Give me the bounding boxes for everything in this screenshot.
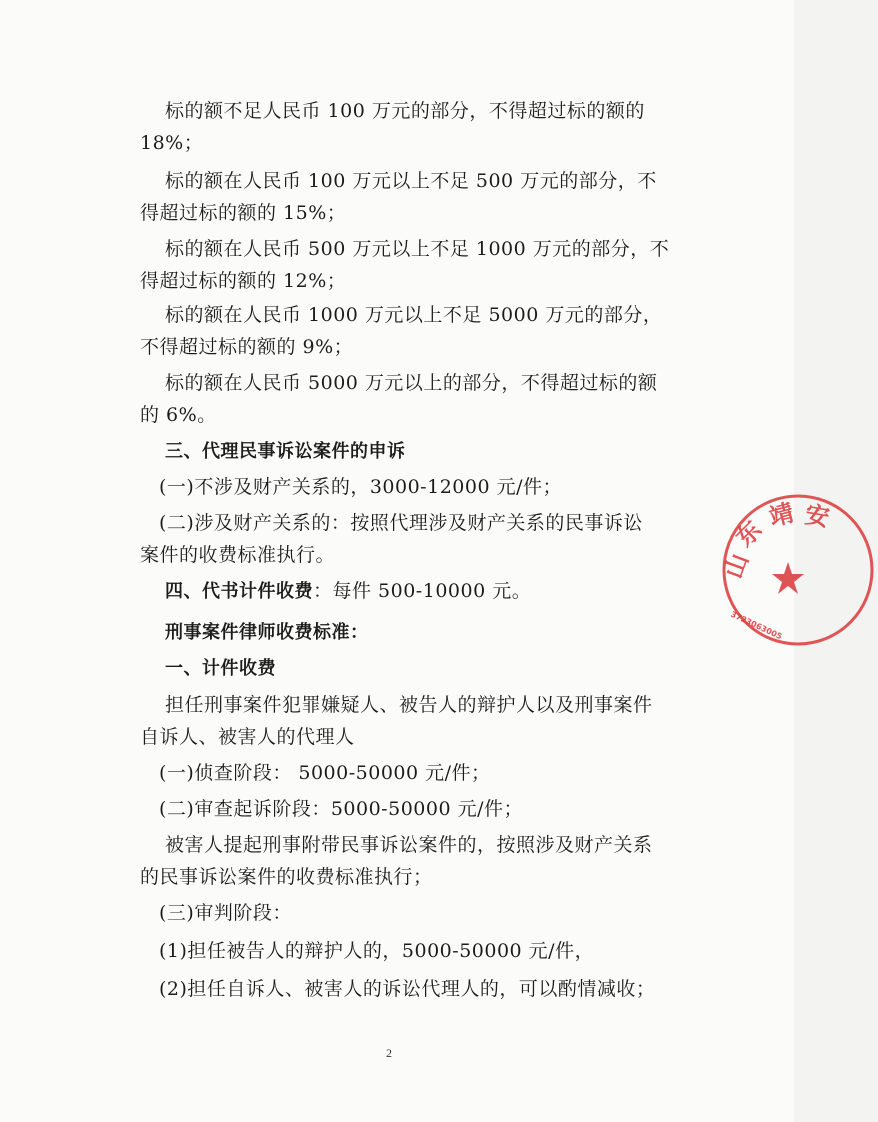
paragraph-line: 标的额在人民币 1000 万元以上不足 5000 万元的部分， [165,304,663,326]
paragraph-line: 不得超过标的额的 9%； [140,336,354,358]
paragraph-line: 得超过标的额的 12%； [140,270,347,292]
heading-label: 四、代书计件收费 [165,581,313,602]
list-item-continuation: 案件的收费标准执行。 [140,544,336,566]
paragraph-line: 标的额不足人民币 100 万元的部分，不得超过标的额的 [165,100,645,122]
section-heading: 一、计件收费 [165,658,276,679]
paragraph-line: 得超过标的额的 15%； [140,202,347,224]
list-item: (1)担任被告人的辩护人的，5000-50000 元/件， [159,940,595,962]
paragraph-line: 被害人提起刑事附带民事诉讼案件的，按照涉及财产关系 [165,834,653,856]
paragraph-line: 自诉人、被害人的代理人 [140,726,355,748]
section-heading-4 [165,582,531,601]
list-item: (二)涉及财产关系的：按照代理涉及财产关系的民事诉讼 [159,512,643,534]
paragraph-line: 标的额在人民币 5000 万元以上的部分，不得超过标的额 [165,372,658,394]
list-item: (一)侦查阶段： 5000-50000 元/件； [159,762,491,784]
svg-text:安: 安 [802,500,832,533]
list-item: (2)担任自诉人、被害人的诉讼代理人的，可以酌情减收； [159,978,656,1000]
paragraph-line: 担任刑事案件犯罪嫌疑人、被告人的辩护人以及刑事案件 [165,694,653,716]
list-item: (一)不涉及财产关系的，3000-12000 元/件； [159,476,562,498]
paragraph-line: 18%； [140,132,204,154]
paragraph-line: 的 6%。 [140,404,217,426]
paragraph-line: 的民事诉讼案件的收费标准执行； [140,866,433,888]
section-heading: 三、代理民事诉讼案件的申诉 [165,441,406,462]
paragraph-line: 标的额在人民币 500 万元以上不足 1000 万元的部分，不 [165,238,670,260]
heading-value: ：每件 500-10000 元。 [313,580,532,602]
list-item: (三)审判阶段： [159,902,292,924]
page-number: 2 [386,1046,392,1060]
svg-text:靖: 靖 [766,498,797,532]
paragraph-line: 标的额在人民币 100 万元以上不足 500 万元的部分，不 [165,170,657,192]
svg-text:3723063005: 3723063005 [729,609,784,642]
svg-text:东: 东 [730,515,768,553]
criminal-title: 刑事案件律师收费标准： [165,622,369,643]
svg-text:山: 山 [719,549,754,583]
official-seal [718,490,878,650]
list-item: (二)审查起诉阶段：5000-50000 元/件； [159,798,523,820]
